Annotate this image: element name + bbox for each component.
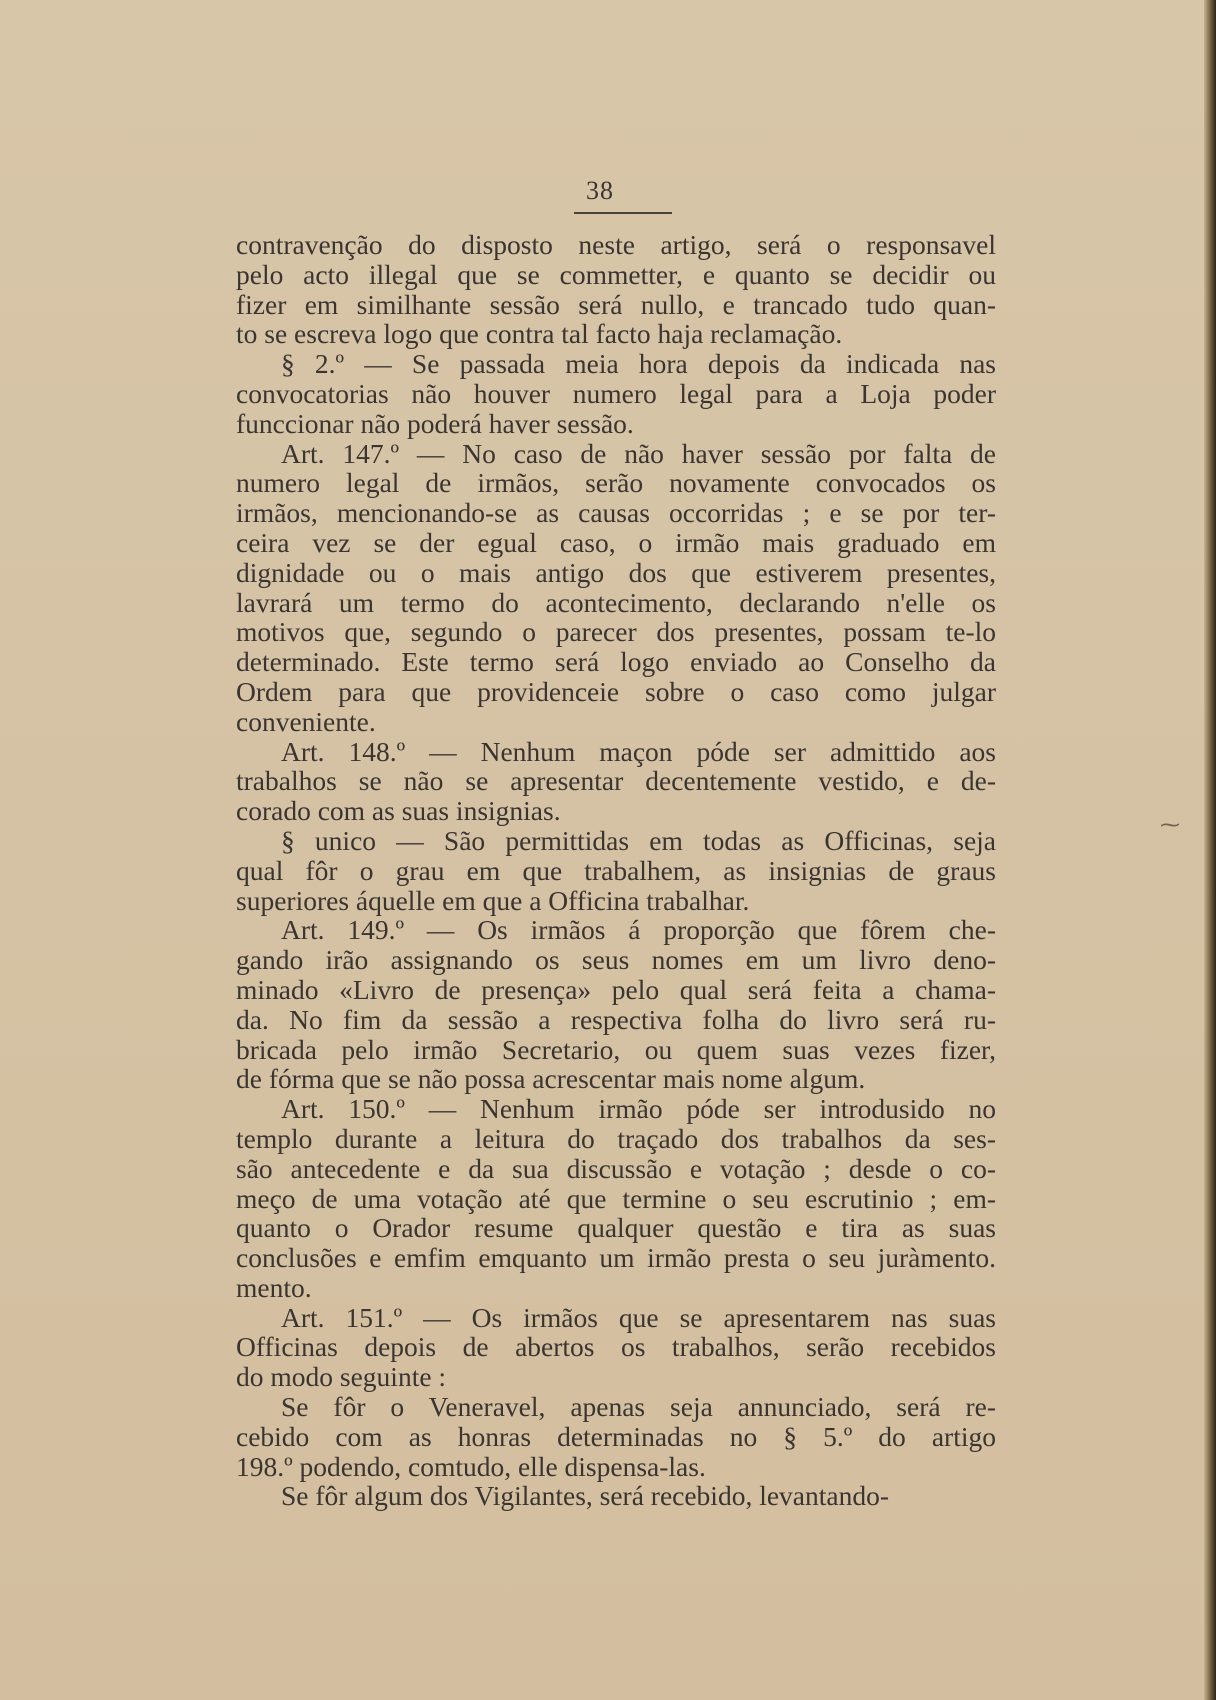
- text-line: § 2.º — Se passada meia hora depois da indicada nas: [281, 348, 996, 380]
- text-line: ceira vez se der egual caso, o irmão mais graduado em: [236, 526, 996, 558]
- text-line: Officinas depois de abertos os trabalhos, serão recebidos: [236, 1331, 996, 1363]
- text-line: superiores áquelle em que a Officina trabalhar.: [236, 884, 750, 916]
- text-line: qual fôr o grau em que trabalhem, as insignias de graus: [236, 854, 996, 886]
- text-line: de fórma que se não possa acrescentar mais nome algum.: [236, 1063, 866, 1095]
- text-line: quanto o Orador resume qualquer questão e tira as suas: [236, 1212, 996, 1244]
- text-line: conveniente.: [236, 705, 376, 737]
- page-number: 38: [586, 176, 614, 205]
- text-line: Ordem para que providenceie sobre o caso como julgar: [236, 675, 996, 707]
- text-line: minado «Livro de presença» pelo qual será feita a chama-: [236, 973, 996, 1005]
- text-line: determinado. Este termo será logo enviado ao Conselho da: [236, 646, 996, 678]
- text-line: Art. 149.º — Os irmãos á proporção que fôrem che-: [281, 914, 996, 946]
- page-edge: [1204, 0, 1216, 1700]
- text-line: cebido com as honras determinadas no § 5.º do artigo: [236, 1420, 996, 1452]
- text-line: da. No fim da sessão a respectiva folha do livro será ru-: [236, 1003, 996, 1035]
- text-line: § unico — São permittidas em todas as Officinas, seja: [281, 824, 996, 856]
- text-line: gando irão assignando os seus nomes em um livro deno-: [236, 944, 996, 976]
- text-line: to se escreva logo que contra tal facto haja reclamação.: [236, 318, 843, 350]
- text-line: Art. 151.º — Os irmãos que se apresentarem nas suas: [281, 1301, 996, 1333]
- text-line: trabalhos se não se apresentar decentemente vestido, e de-: [236, 765, 996, 797]
- text-line: dignidade ou o mais antigo dos que estiverem presentes,: [236, 556, 996, 588]
- text-line: motivos que, segundo o parecer dos presentes, possam te-lo: [236, 616, 996, 648]
- text-line: 198.º podendo, comtudo, elle dispensa-las.: [236, 1450, 706, 1482]
- text-line: lavrará um termo do acontecimento, declarando n'elle os: [236, 586, 996, 618]
- text-line: bricada pelo irmão Secretario, ou quem suas vezes fizer,: [236, 1033, 996, 1065]
- text-line: numero legal de irmãos, serão novamente convocados os: [236, 467, 996, 499]
- text-line: pelo acto illegal que se commetter, e quanto se decidir ou: [236, 258, 996, 290]
- text-line: do modo seguinte :: [236, 1361, 447, 1393]
- text-line: templo durante a leitura do traçado dos trabalhos da ses-: [236, 1122, 996, 1154]
- margin-mark: ⁓: [1160, 814, 1180, 836]
- text-line: funccionar não poderá haver sessão.: [236, 407, 634, 439]
- text-line: Se fôr o Veneravel, apenas seja annunciado, será re-: [281, 1391, 996, 1423]
- text-line: Art. 148.º — Nenhum maçon póde ser admittido aos: [281, 735, 996, 767]
- text-line: conclusões e emfim emquanto um irmão presta o seu juràmento.: [236, 1242, 996, 1274]
- text-line: corado com as suas insignias.: [236, 795, 561, 827]
- text-line: meço de uma votação até que termine o seu escrutinio ; em-: [236, 1182, 996, 1214]
- text-line: contravenção do disposto neste artigo, será o responsavel: [236, 229, 996, 260]
- body-text: [236, 230, 996, 1511]
- text-line: Art. 147.º — No caso de não haver sessão por falta de: [281, 437, 996, 469]
- text-line: Se fôr algum dos Vigilantes, será recebido, levantando-: [281, 1480, 890, 1512]
- text-line: são antecedente e da sua discussão e votação ; desde o co-: [236, 1152, 996, 1184]
- text-line: Art. 150.º — Nenhum irmão póde ser introdusido no: [281, 1093, 996, 1125]
- text-line: irmãos, mencionando-se as causas occorridas ; e se por ter-: [236, 497, 996, 529]
- text-line: convocatorias não houver numero legal para a Loja poder: [236, 377, 996, 409]
- text-line: fizer em similhante sessão será nullo, e trancado tudo quan-: [236, 288, 996, 320]
- text-line: mento.: [236, 1271, 312, 1303]
- header-rule: [574, 212, 672, 214]
